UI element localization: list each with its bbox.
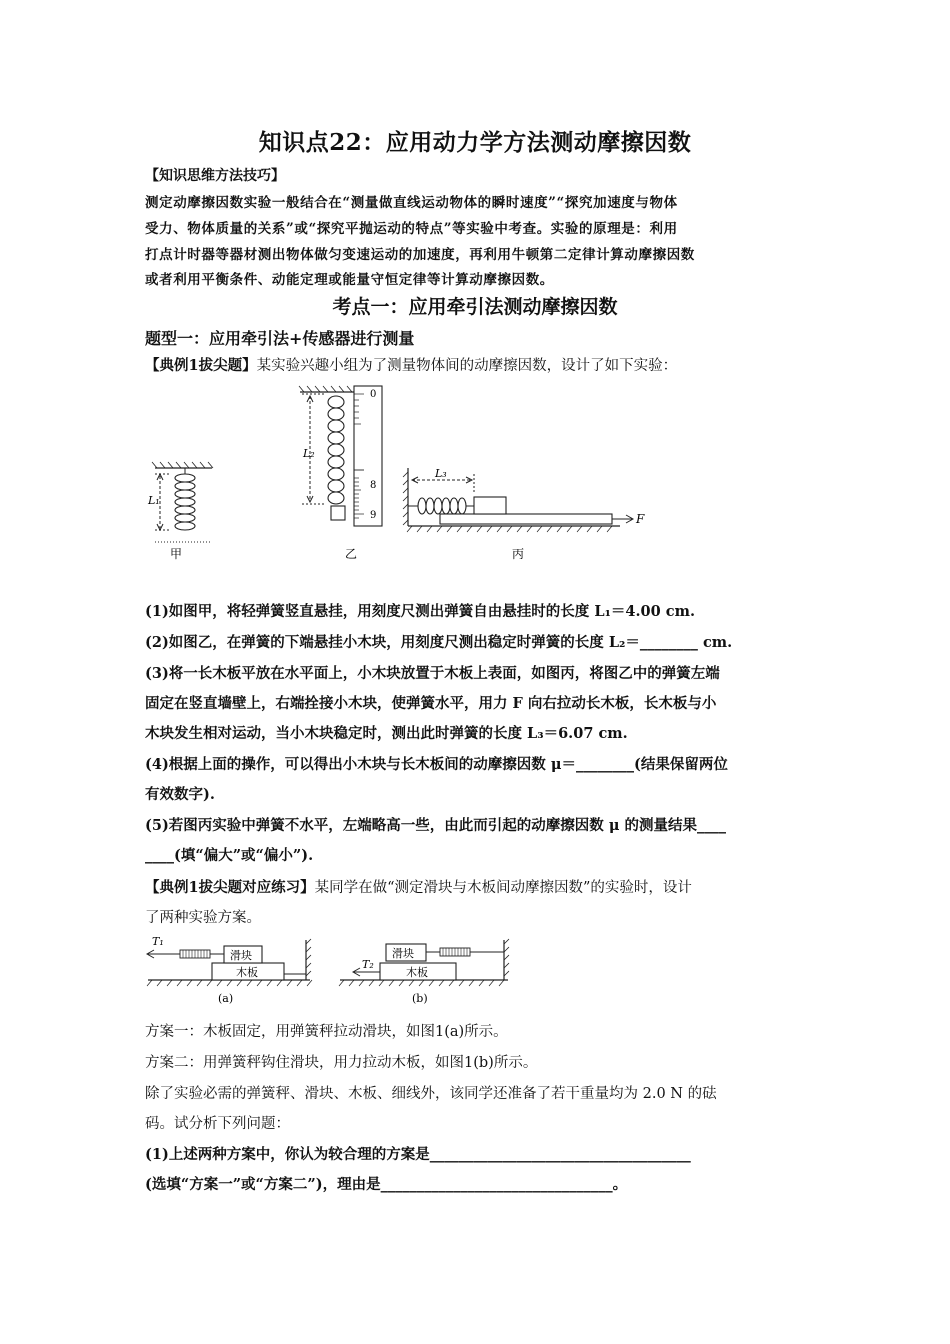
label-L2: L₂ (303, 447, 315, 460)
label-yi: 乙 (345, 547, 358, 561)
label-jia: 甲 (170, 547, 183, 561)
figure-jia (147, 462, 213, 561)
practice-stem-text: 某同学在做“测定滑块与木板间动摩擦因数”的实验时，设计 (314, 880, 692, 896)
practice-q1-line-1: (1)上述两种方案中，你认为较合理的方案是____________________________________ (145, 1146, 691, 1163)
label-L3: L₃ (435, 467, 447, 480)
label-huakuai-b: 滑块 (392, 947, 414, 960)
label-bing: 丙 (512, 547, 525, 561)
section-heading-method: 【知识思维方法技巧】 (145, 168, 285, 184)
example1-stem-text: 某实验兴趣小组为了测量物体间的动摩擦因数，设计了如下实验： (256, 358, 678, 374)
example1-q1-value: L₁＝4.00 cm. (594, 603, 696, 620)
figure-b (339, 939, 509, 1005)
intro-line-1: 测定动摩擦因数实验一般结合在“测量做直线运动物体的瞬时速度”“探究加速度与物体 (145, 195, 678, 211)
figure-a (147, 935, 312, 1005)
spring-experiment-figure (140, 380, 660, 565)
figure-yi (299, 386, 382, 561)
example1-q1-text: (1)如图甲，将轻弹簧竖直悬挂，用刻度尺测出弹簧自由悬挂时的长度 (145, 603, 590, 620)
intro-line-4: 或者利用平衡条件、动能定理或能量守恒定律等计算动摩擦因数。 (145, 272, 554, 288)
practice-stem-line-1 (145, 876, 692, 897)
practice-extra-line-2: 码。试分析下列问题： (145, 1116, 290, 1132)
kaodian-heading: 考点一：应用牵引法测动摩擦因数 (332, 296, 618, 318)
example1-q3-line-2: 固定在竖直墙壁上，右端拴接小木块，使弹簧水平，用力 F 向右拉动长木板，长木板与小 (145, 695, 717, 712)
label-a: (a) (218, 992, 234, 1005)
intro-line-3: 打点计时器等器材测出物体做匀变速运动的加速度，再利用牛顿第二定律计算动摩擦因数 (145, 247, 695, 263)
example1-tag: 【典例1拔尖题】 (145, 357, 257, 374)
example1-q4-line-1: (4)根据上面的操作，可以得出小木块与长木板间的动摩擦因数 μ＝________(结果保留两位 (145, 756, 728, 773)
label-muban-b: 木板 (406, 966, 428, 979)
example1-q5-line-1: (5)若图丙实验中弹簧不水平，左端略高一些，由此而引起的动摩擦因数 μ 的测量结果____ (145, 817, 727, 834)
example1-q2: (2)如图乙，在弹簧的下端悬挂小木块，用刻度尺测出稳定时弹簧的长度 L₂＝________ cm. (145, 634, 733, 651)
practice-stem-line-2: 了两种实验方案。 (145, 910, 261, 926)
practice-q1-line-2: (选填“方案一”或“方案二”)，理由是________________________________。 (145, 1176, 628, 1193)
example1-q1 (145, 600, 695, 621)
intro-line-2: 受力、物体质量的关系”或“探究平抛运动的特点”等实验中考查。实验的原理是：利用 (145, 221, 678, 237)
example1-stem (145, 354, 677, 375)
friction-setup-figure (140, 930, 520, 1008)
ruler-mark-9: 9 (370, 510, 377, 521)
figure-bing (403, 467, 645, 561)
label-huakuai-a: 滑块 (230, 949, 252, 962)
label-L1: L₁ (148, 494, 160, 507)
tixing-heading: 题型一：应用牵引法+传感器进行测量 (145, 329, 415, 348)
label-muban-a: 木板 (236, 966, 258, 979)
practice-tag: 【典例1拔尖题对应练习】 (145, 879, 315, 896)
label-b: (b) (412, 992, 428, 1005)
page-title: 知识点22：应用动力学方法测动摩擦因数 (258, 129, 692, 156)
example1-q3-line-3: 木块发生相对运动，当小木块稳定时，测出此时弹簧的长度 L₃＝6.07 cm. (145, 725, 628, 742)
label-T2: T₂ (362, 958, 374, 971)
ruler-mark-8: 8 (370, 480, 377, 491)
ruler-mark-0: 0 (370, 389, 377, 400)
practice-plan-2: 方案二：用弹簧秤钩住滑块，用力拉动木板，如图1(b)所示。 (145, 1055, 538, 1071)
label-T1: T₁ (152, 935, 164, 948)
example1-q3-line-1: (3)将一长木板平放在水平面上，小木块放置于木板上表面，如图丙，将图乙中的弹簧左端 (145, 665, 720, 682)
practice-extra-line-1: 除了实验必需的弹簧秤、滑块、木板、细线外，该同学还准备了若干重量均为 2.0 N 的砝 (145, 1086, 717, 1102)
example1-q5-line-2: ____(填“偏大”或“偏小”). (145, 847, 314, 864)
practice-plan-1: 方案一：木板固定，用弹簧秤拉动滑块，如图1(a)所示。 (145, 1024, 508, 1040)
label-F: F (636, 512, 645, 526)
example1-q4-line-2: 有效数字). (145, 786, 215, 803)
